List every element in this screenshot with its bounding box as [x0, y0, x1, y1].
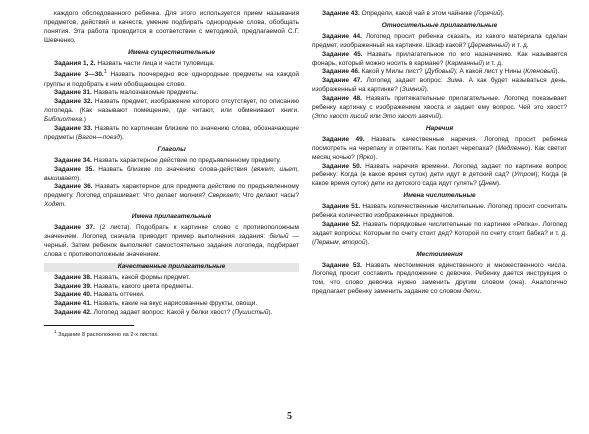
heading-numerals: Имена числительные: [403, 192, 476, 200]
task-45: Задание 45. Назвать прилагательное по его назначению. Как называется фонарь, который можно носить в кармане? (Карманный) и т. д.: [312, 50, 567, 67]
task-40: Задание 40. Назвать оттенки.: [54, 291, 145, 299]
heading-relative-adjectives: Относительные прилагательные: [381, 21, 498, 29]
task-33: Задание 33. Назвать по картинкам близкие по значению слова, обозначающие предметы (Вагон—поезд).: [44, 125, 300, 141]
task-31: Задание 31. Назвать малознакомые предметы.: [54, 89, 199, 97]
heading-adverbs: Наречия: [425, 124, 454, 132]
task-49: Задание 49. Назвать качественные наречия. Логопед просит ребенка посмотреть на черепаху и ответить: Как ползет черепаха? (Медленно). Как светит месяц ночью? (Ярко).: [312, 135, 567, 161]
task-51: Задание 51. Назвать количественные числительные. Логопед просит сосчитать ребенка количество изображенных предметов.: [312, 203, 568, 220]
task-48: Задание 48. Назвать притяжательные прилагательные. Логопед показывает ребенку картинку с изображением хвоста и задает ему вопрос. Чей это хвост? (Это хвост лисий или Это хвост заячий).: [312, 95, 567, 120]
task-47: Задание 47. Логопед задает вопрос: Зима. А как будет называться день, изображенный на картинке? (Зимний).: [312, 77, 568, 94]
task-53: Задание 53. Назвать местоимения единственного и множественного числа. Логопед просит составить предложение с девочке. Ребенку дается инструкция о том, что слово девочка нужно заменить другим словом (она). Аналогично предлагает ребенку заменить задание со словом дети.: [312, 261, 568, 296]
intro-paragraph: каждого обследованного ребенка. Для этого используется прием называния предметов, действий и качеств, умение подбирать однородные слова, обобщать понятия. Эта работа проводится в соответствии с методикой, предлагаемой С.Г. Шевченко.: [44, 10, 299, 44]
task-35: Задание 35. Назвать близкие по значению слова-действия (вяжет, шьет, вышивает).: [44, 165, 299, 182]
task-34: Задание 34. Назвать характерное действие по предъявленному предмету.: [54, 156, 281, 164]
task-32: Задание 32. Назвать предмет, изображение которого отсутствует, по описанию логопеда. (Как называют помещение, где читают, или обменивают книги. Библиотека.): [44, 98, 300, 124]
heading-nouns: Имена существительные: [128, 48, 215, 56]
task-46: Задание 46. Какой у Милы лист? (Дубовый); А какой лист у Нины (Кленовый).: [322, 68, 560, 76]
task-1-2: Задания 1, 2. Назвать части лица и части туловища.: [54, 59, 215, 67]
page-number: 5: [287, 411, 292, 422]
task-44: Задание 44. Логопед просит ребенка сказать, из какого материала сделан предмет, изображенный на картинке. Шкаф какой? (Деревянный) и т. д.: [312, 32, 567, 49]
task-41: Задание 41. Назвать, какие на вкус нарисованные фрукты, овощи.: [54, 300, 258, 308]
task-39: Задание 39. Назвать, какого цвета предметы.: [54, 282, 194, 290]
task-3-30: Задание 3—30.$^1$ Назвать поочередно все однородные предметы на каждой группы и подобрать к ним обобщающее слово.: [44, 69, 300, 88]
footnote-divider: [44, 325, 134, 326]
right-column: [312, 10, 567, 297]
task-38: Задание 38. Назвать, какой формы предмет.: [54, 273, 191, 281]
task-52: Задание 52. Назвать порядковые числительные по картинке «Репка». Логопед задает вопросы: Которым по счету стоит дед? Которой по счету стоит бабка? и т. д. (Первым, второй).: [312, 220, 567, 246]
heading-verbs: Глаголы: [157, 145, 186, 153]
footnote: $^1$ Задание 8 расположено на 2-х листах.: [54, 329, 159, 339]
task-43: Задание 43. Определи, какой чай в этом чайнике (Горячий).: [322, 10, 505, 17]
task-42: Задание 42. Логопед задает вопрос: Какой у белки хвост? (Пушистый).: [54, 309, 273, 317]
heading-adjectives: Имена прилагательные: [131, 213, 212, 221]
task-50: Задание 50. Назвать наречия времени. Логопед задает по картинке вопрос ребенку: Когда (в какое время суток) дети идут в детский сад? (Утром); Когда (в какое время суток) дети из детского сада идут гулять? (Днем).: [312, 162, 567, 188]
heading-qualitative-adjectives: Качественные прилагательные: [44, 263, 299, 272]
task-36: Задание 36. Назвать характерное для предмета действие по предъявленному предмету. Логопед спрашивает: Что делает молния? Сверкает; Что делают часы? Ходят.: [44, 183, 300, 209]
task-37: Задание 37. (2 листа). Подобрать к картинке слово с противоположным значением. Логопед сначала приводит пример выполнения задания: белый — черный. Затем ребенок выполняет самостоятельно задания логопеда, подбирает слова с противоположным значением.: [44, 224, 299, 258]
left-column: [44, 10, 299, 339]
heading-pronouns: Местоимения: [416, 250, 463, 258]
